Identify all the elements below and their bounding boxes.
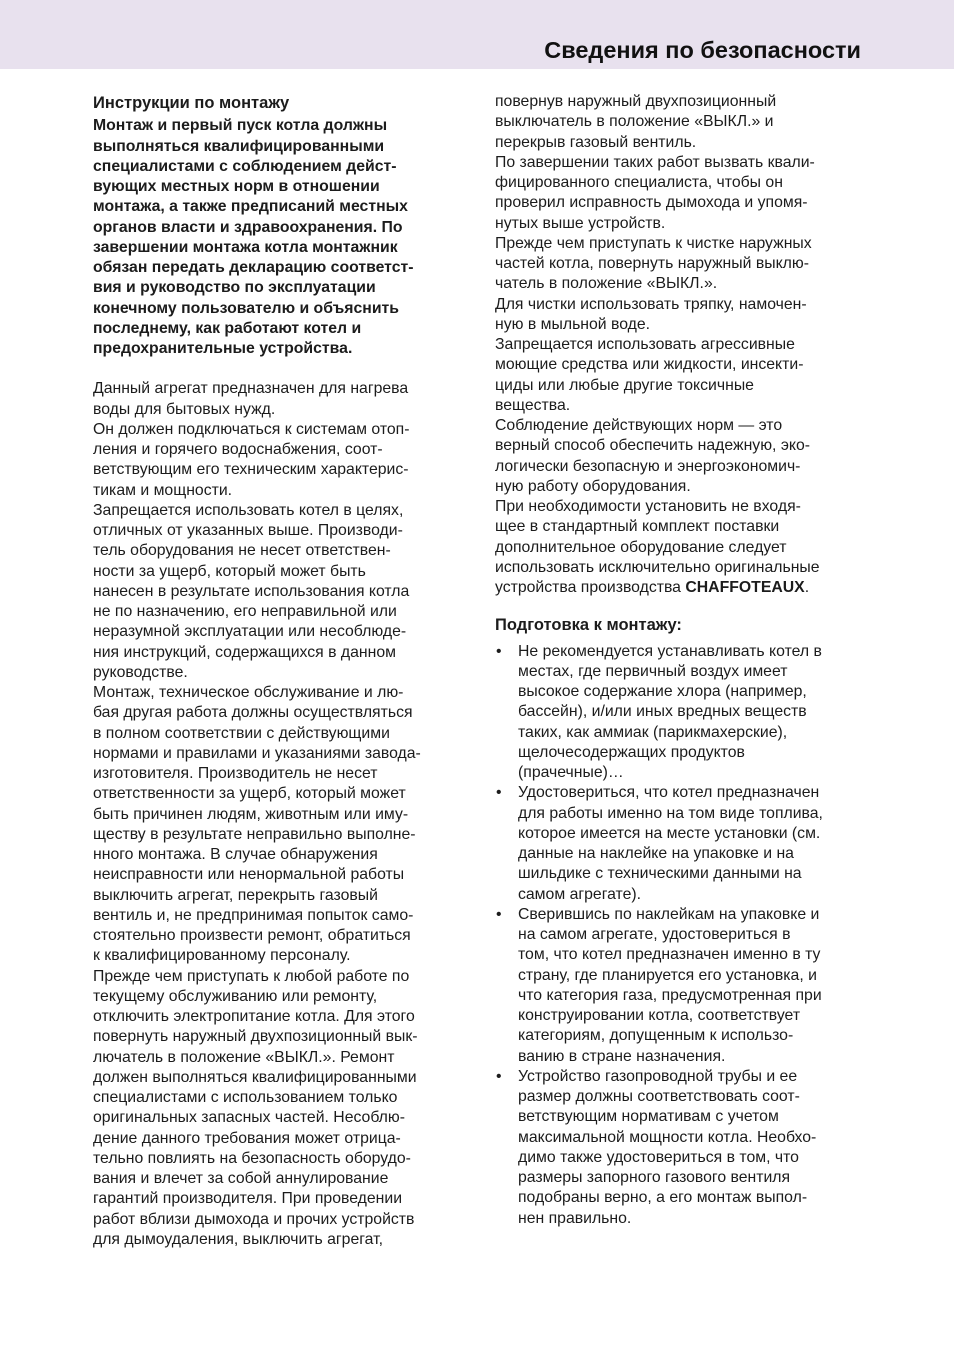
page-title: Сведения по безопасности bbox=[544, 37, 861, 63]
body-text-line: выключить агрегат, перекрыть газовый bbox=[93, 886, 378, 904]
body-text-line: использовать исключительно оригинальные bbox=[495, 558, 820, 576]
body-text-line: нормами и правилами и указаниями завода- bbox=[93, 744, 421, 762]
header-band bbox=[0, 0, 954, 69]
warning-text-line: завершении монтажа котла монтажник bbox=[93, 238, 398, 256]
body-text-line: руководстве. bbox=[93, 663, 188, 681]
right-column bbox=[495, 92, 865, 1229]
body-text-line: не по назначению, его неправильной или bbox=[93, 603, 397, 620]
body-text-line: частей котла, повернуть наружный выклю- bbox=[495, 255, 809, 272]
body-text-line: ную в мыльной воде. bbox=[495, 315, 651, 333]
warning-text-line: выполняться квалифицированными bbox=[93, 137, 385, 155]
list-item-text-line: ветствующим нормативам с учетом bbox=[518, 1108, 779, 1126]
list-item-text-line: категориям, допущенным к использо- bbox=[518, 1027, 794, 1045]
body-text-line: логически безопасную и энергоэкономич- bbox=[495, 457, 801, 475]
body-text-line: специалистами с использованием только bbox=[93, 1089, 398, 1106]
body-text-line: ния инструкций, содержащихся в данном bbox=[93, 643, 396, 661]
body-text-line: чатель в положение «ВЫКЛ.». bbox=[495, 275, 718, 293]
list-item-text-line: нен правильно. bbox=[518, 1209, 632, 1227]
body-text-line: для дымоудаления, выключить агрегат, bbox=[93, 1230, 383, 1248]
bullet-icon: • bbox=[496, 905, 502, 923]
list-item-text-line: максимальной мощности котла. Необхо- bbox=[518, 1128, 817, 1146]
installation-instructions-heading: Инструкции по монтажу bbox=[93, 94, 290, 112]
installation-warning-block bbox=[93, 116, 463, 359]
warning-text-line: вующих местных норм в отношении bbox=[93, 178, 380, 195]
body-text-line: циды или любые другие токсичные bbox=[495, 376, 754, 394]
warning-text-line: вия и руководство по эксплуатации bbox=[93, 279, 376, 297]
body-text-line: изготовителя. Производитель не несет bbox=[93, 765, 378, 782]
body-text-line: тельно повлиять на безопасность оборудо- bbox=[93, 1149, 411, 1167]
body-text-line: вещества. bbox=[495, 396, 571, 414]
body-text-line: лючатель в положение «ВЫКЛ.». Ремонт bbox=[93, 1048, 395, 1066]
bullet-icon: • bbox=[496, 784, 502, 802]
body-text-line: оригинальных запасных частей. Несоблю- bbox=[93, 1109, 406, 1127]
bullet-icon: • bbox=[496, 642, 502, 660]
installation-body-text bbox=[93, 379, 463, 1250]
body-text-line: отличных от указанных выше. Производи- bbox=[93, 522, 403, 539]
body-text-line: нанесен в результате использования котла bbox=[93, 582, 410, 600]
body-text-line: стоятельно произвести ремонт, обратиться bbox=[93, 927, 411, 944]
warning-text-line: специалистами с соблюдением дейст- bbox=[93, 157, 397, 175]
body-text-line: ществу в результате неправильно выполне- bbox=[93, 825, 416, 843]
body-text-line: к квалифицированному персоналу. bbox=[93, 947, 351, 965]
body-text-line: повернуть наружный двухпозиционный вык- bbox=[93, 1028, 418, 1046]
list-item-text-line: что категория газа, предусмотренная при bbox=[518, 986, 822, 1004]
list-item bbox=[495, 1067, 865, 1229]
list-item-text-line: ванию в стране назначения. bbox=[518, 1047, 726, 1065]
list-item-text-line: подобраны верно, а его монтаж выпол- bbox=[518, 1189, 808, 1207]
body-text-line: ную работу оборудования. bbox=[495, 477, 691, 495]
body-text-line: Запрещается использовать котел в целях, bbox=[93, 501, 404, 519]
list-item-text-line: самом агрегате). bbox=[518, 885, 642, 903]
brand-name: CHAFFOTEAUX bbox=[685, 579, 805, 596]
body-text-line: Соблюдение действующих норм — это bbox=[495, 417, 783, 434]
body-text-line: тель оборудования не несет ответствен- bbox=[93, 542, 391, 560]
maintenance-body-text bbox=[495, 92, 865, 578]
body-text-line: ления и горячего водоснабжения, соот- bbox=[93, 441, 383, 458]
list-item-text-line: Не рекомендуется устанавливать котел в bbox=[518, 642, 822, 660]
body-text-line: текущему обслуживанию или ремонту, bbox=[93, 987, 378, 1005]
warning-text-line: обязан передать декларацию соответст- bbox=[93, 259, 414, 276]
list-item-text-line: таких, как аммиак (парикмахерские), bbox=[518, 723, 788, 741]
body-text-line: щее в стандартный комплект поставки bbox=[495, 518, 780, 536]
body-text-line: верный способ обеспечить надежную, эко- bbox=[495, 437, 811, 455]
list-item-text-line: Удостовериться, что котел предназначен bbox=[518, 784, 820, 802]
list-item-text-line: щелочесодержащих продуктов bbox=[518, 743, 745, 761]
list-item bbox=[495, 783, 865, 905]
list-item-text-line: размеры запорного газового вентиля bbox=[518, 1169, 791, 1186]
body-text-line: отключить электропитание котла. Для этого bbox=[93, 1008, 415, 1025]
body-text-line: повернув наружный двухпозиционный bbox=[495, 93, 777, 110]
list-item bbox=[495, 642, 865, 784]
warning-text-line: Монтаж и первый пуск котла должны bbox=[93, 117, 388, 135]
list-item-text-line: бассейн), и/или иных вредных веществ bbox=[518, 703, 807, 721]
body-text-line: должен выполняться квалифицированными bbox=[93, 1068, 417, 1086]
body-text-line: работ вблизи дымохода и прочих устройств bbox=[93, 1210, 415, 1228]
body-text-line: неразумной эксплуатации или несоблюде- bbox=[93, 623, 407, 641]
body-text-line: в полном соответствии с действующими bbox=[93, 724, 390, 742]
list-item-text-line: том, что котел предназначен именно в ту bbox=[518, 946, 821, 964]
body-text-line: По завершении таких работ вызвать квали- bbox=[495, 153, 815, 171]
list-item-text-line: которое имеется на месте установки (см. bbox=[518, 824, 821, 842]
body-text-line: Прежде чем приступать к любой работе по bbox=[93, 967, 410, 985]
left-column bbox=[93, 93, 463, 1250]
list-item-text-line: для работы именно на том виде топлива, bbox=[518, 804, 823, 822]
body-text-line: моющие средства или жидкости, инсекти- bbox=[495, 356, 804, 374]
body-text-line: Для чистки использовать тряпку, намочен- bbox=[495, 295, 807, 313]
list-item-text-line: высокое содержание хлора (например, bbox=[518, 683, 807, 700]
bullet-icon: • bbox=[496, 1067, 502, 1085]
original-parts-prefix: устройства производства bbox=[495, 579, 686, 596]
body-text-line: ности за ущерб, который может быть bbox=[93, 562, 366, 580]
list-item-text-line: конструировании котла, соответствует bbox=[518, 1007, 801, 1024]
body-text-line: нного монтажа. В случае обнаружения bbox=[93, 846, 378, 863]
list-item-text-line: Устройство газопроводной трубы и ее bbox=[518, 1067, 798, 1085]
list-item-text-line: Сверившись по наклейкам на упаковке и bbox=[518, 905, 820, 923]
list-item-text-line: (прачечные)… bbox=[518, 764, 624, 781]
list-item-text-line: на самом агрегате, удостовериться в bbox=[518, 926, 791, 943]
body-text-line: Он должен подключаться к системам отоп- bbox=[93, 420, 410, 438]
body-text-line: дение данного требования может отрица- bbox=[93, 1129, 401, 1147]
body-text-line: вания и влечет за собой аннулирование bbox=[93, 1170, 389, 1187]
list-item-text-line: шильдике с техническими данными на bbox=[518, 865, 802, 883]
body-text-line: выключатель в положение «ВЫКЛ.» и bbox=[495, 113, 774, 131]
body-text-line: вентиль и, не предпринимая попыток само- bbox=[93, 906, 414, 924]
warning-text-line: конечному пользователю и объяснить bbox=[93, 299, 399, 317]
body-text-line: ветствующим его техническим характерис- bbox=[93, 461, 409, 479]
list-item bbox=[495, 905, 865, 1067]
body-text-line: ответственности за ущерб, который может bbox=[93, 785, 406, 803]
original-parts-suffix: . bbox=[804, 579, 810, 596]
body-text-line: нутых выше устройств. bbox=[495, 214, 666, 232]
warning-text-line: последнему, как работают котел и bbox=[93, 319, 362, 337]
list-item-text-line: размер должны соответствовать соот- bbox=[518, 1088, 800, 1105]
preparation-bullet-list bbox=[495, 642, 865, 1229]
body-text-line: дополнительное оборудование следует bbox=[495, 538, 787, 556]
body-text-line: воды для бытовых нужд. bbox=[93, 400, 276, 418]
body-text-line: Монтаж, техническое обслуживание и лю- bbox=[93, 684, 404, 701]
body-text-line: проверил исправность дымохода и упомя- bbox=[495, 194, 808, 212]
body-text-line: неисправности или ненормальной работы bbox=[93, 866, 405, 884]
warning-text-line: органов власти и здравоохранения. По bbox=[93, 218, 403, 236]
body-text-line: Данный агрегат предназначен для нагрева bbox=[93, 380, 409, 398]
body-text-line: фицированного специалиста, чтобы он bbox=[495, 174, 783, 191]
list-item-text-line: местах, где первичный воздух имеет bbox=[518, 662, 788, 680]
warning-text-line: монтажа, а также предписаний местных bbox=[93, 198, 408, 216]
body-text-line: При необходимости установить не входя- bbox=[495, 498, 801, 515]
body-text-line: Запрещается использовать агрессивные bbox=[495, 336, 795, 353]
body-text-line: тикам и мощности. bbox=[93, 481, 233, 499]
body-text-line: быть причинен людям, животным или иму- bbox=[93, 805, 409, 823]
list-item-text-line: данные на наклейке на упаковке и на bbox=[518, 845, 794, 862]
installation-preparation-heading: Подготовка к монтажу: bbox=[495, 616, 682, 635]
original-parts-line bbox=[495, 578, 865, 598]
list-item-text-line: страну, где планируется его установка, и bbox=[518, 966, 817, 984]
body-text-line: Прежде чем приступать к чистке наружных bbox=[495, 234, 812, 252]
body-text-line: бая другая работа должны осуществляться bbox=[93, 704, 413, 722]
body-text-line: перекрыв газовый вентиль. bbox=[495, 133, 697, 151]
body-text-line: гарантий производителя. При проведении bbox=[93, 1190, 403, 1208]
list-item-text-line: димо также удостовериться в том, что bbox=[518, 1148, 799, 1166]
warning-text-line: предохранительные устройства. bbox=[93, 340, 353, 357]
